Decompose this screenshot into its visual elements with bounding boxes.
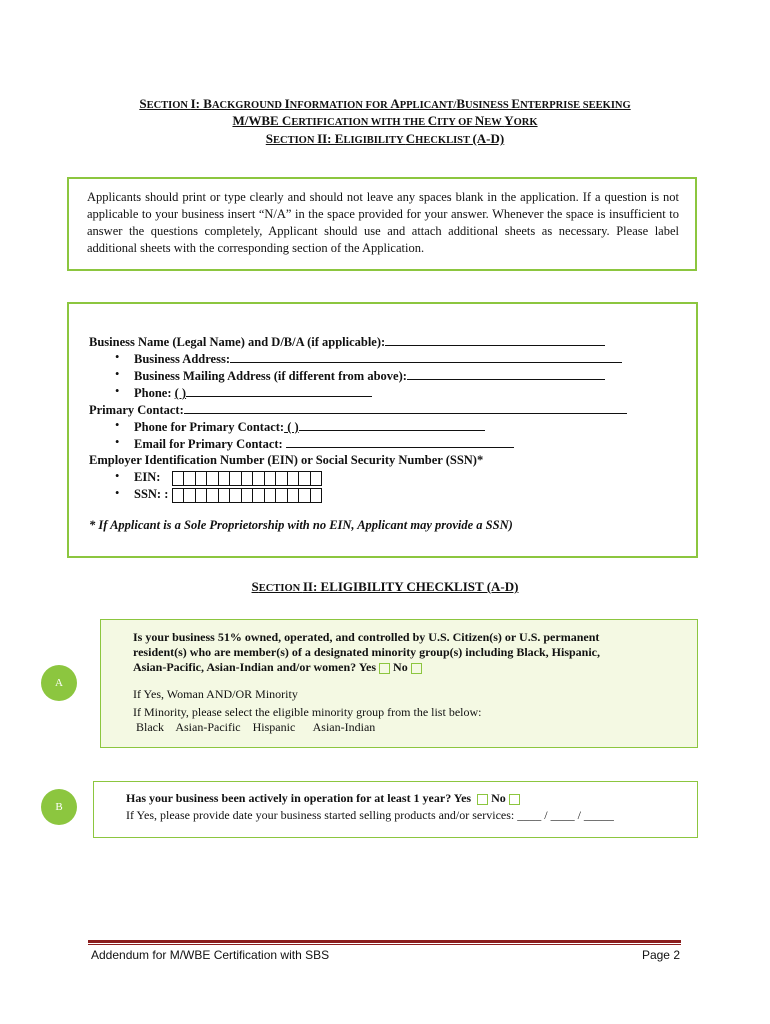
badge-b: B [41, 789, 77, 825]
primary-email-field[interactable] [286, 435, 514, 448]
minority-group-list[interactable]: Black Asian-Pacific Hispanic Asian-Indian [133, 720, 376, 734]
instructions-box [67, 177, 697, 271]
instructions-text: Applicants should print or type clearly and should not leave any spaces blank in the application. If a question is not applicable to your business insert “N/A” in the space provided for your answer. Whenever the space is insufficient to answer the questions completely, Applicant should use and attach additional sheets as necessary. Please label additional sheets with the corresponding section of the Application. [87, 190, 679, 255]
business-address-row: Business Address: [134, 350, 622, 367]
bullet: • [115, 469, 120, 483]
footer-rule [88, 940, 681, 943]
question-a-line1: Is your business 51% owned, operated, and controlled by U.S. Citizen(s) or U.S. permanent [133, 630, 600, 644]
footer-rule-thin [88, 944, 681, 945]
footer-title: Addendum for M/WBE Certification with SBS [91, 948, 330, 962]
bullet: • [115, 486, 120, 500]
no-checkbox-a[interactable] [411, 663, 422, 674]
badge-a: A [41, 665, 77, 701]
question-a-box [100, 619, 698, 748]
page-number: Page 2 [641, 948, 680, 962]
question-a-ifyes: If Yes, Woman AND/OR Minority [133, 687, 298, 701]
no-checkbox-b[interactable] [509, 794, 520, 805]
question-a-ifminority: If Minority, please select the eligible minority group from the list below: [133, 705, 482, 719]
section-ii-checklist-title: SECTION II: ELIGIBILITY CHECKLIST (A-D) [251, 579, 519, 594]
primary-phone-field[interactable] [299, 418, 485, 431]
bullet: • [115, 418, 120, 432]
bullet: • [115, 367, 120, 381]
sole-proprietor-note: * If Applicant is a Sole Proprietorship with no EIN, Applicant may provide a SSN) [89, 518, 513, 532]
mailing-address-row: Business Mailing Address (if different from above): [134, 367, 605, 384]
business-name-row: Business Name (Legal Name) and D/B/A (if applicable): [89, 333, 605, 350]
question-b-box [93, 781, 698, 838]
question-b-line1: Has your business been actively in operation for at least 1 year? Yes No [126, 791, 523, 806]
phone-field[interactable] [186, 384, 372, 397]
primary-phone-row: Phone for Primary Contact: ( ) [134, 418, 485, 435]
question-b-line2[interactable]: If Yes, please provide date your business started selling products and/or services: ____ / ____ / _____ [126, 808, 614, 822]
mailing-address-field[interactable] [407, 367, 605, 380]
ssn-field[interactable] [172, 488, 323, 503]
ein-row: EIN: [134, 469, 322, 486]
section-i-title: SECTION I: BACKGROUND INFORMATION FOR APPLICANT/BUSINESS ENTERPRISE SEEKING [139, 96, 631, 111]
bullet: • [115, 384, 120, 398]
phone-row: Phone: ( ) [134, 384, 372, 401]
ein-field[interactable] [172, 471, 323, 486]
business-name-field[interactable] [385, 333, 605, 346]
section-i-subtitle: M/WBE CERTIFICATION WITH THE CITY OF NEW YORK [232, 113, 538, 128]
primary-contact-field[interactable] [184, 401, 627, 414]
ssn-row: SSN: : [134, 486, 322, 503]
bullet: • [115, 435, 120, 449]
business-info-box [67, 302, 698, 558]
primary-email-row: Email for Primary Contact: [134, 435, 514, 452]
business-address-field[interactable] [230, 350, 622, 363]
bullet: • [115, 350, 120, 364]
yes-checkbox-b[interactable] [477, 794, 488, 805]
question-a-line3: Asian-Pacific, Asian-Indian and/or women? Yes No [133, 660, 425, 675]
primary-contact-row: Primary Contact: [89, 401, 627, 418]
section-ii-title: SECTION II: ELIGIBILITY CHECKLIST (A-D) [265, 131, 505, 146]
question-a-line2: resident(s) who are member(s) of a designated minority group(s) including Black, Hispanic, [133, 645, 601, 659]
yes-checkbox-a[interactable] [379, 663, 390, 674]
ein-ssn-heading: Employer Identification Number (EIN) or Social Security Number (SSN)* [89, 453, 484, 467]
